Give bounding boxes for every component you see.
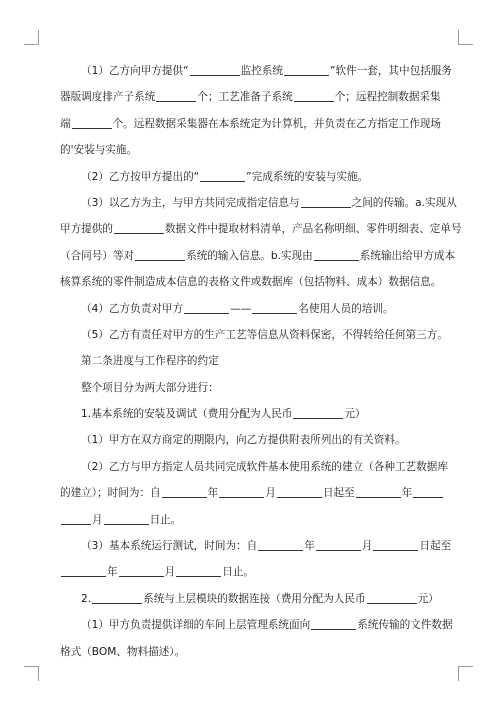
text: 端: [60, 117, 71, 130]
blank-field[interactable]: [367, 592, 417, 604]
section-1-item-1: [60, 427, 444, 453]
blank-field[interactable]: [184, 302, 229, 314]
text: （3）以乙方为主，与甲方共同完成指定信息与: [81, 196, 300, 209]
clause-5: [60, 322, 448, 348]
blank-field[interactable]: [190, 64, 240, 76]
contract-body: [60, 58, 462, 665]
text: 年: [207, 487, 219, 500]
text: 月: [92, 513, 103, 526]
clause-3-line-3: [60, 243, 456, 269]
text: ——: [230, 302, 252, 315]
text: ”完成系统的安装与实施。: [246, 170, 369, 183]
text: 的'安装与实施。: [60, 144, 138, 157]
blank-field[interactable]: [219, 486, 264, 498]
blank-field[interactable]: [104, 513, 149, 525]
section-1-item-2-line-1: [60, 454, 448, 480]
clause-3-line-1: [60, 190, 457, 216]
blank-field[interactable]: [356, 486, 401, 498]
blank-field[interactable]: [162, 486, 207, 498]
text: 器版调度排产子系统: [60, 91, 156, 104]
text: 个；远程控制数据采集: [334, 91, 441, 104]
blank-field[interactable]: [135, 249, 185, 261]
blank-field[interactable]: [176, 565, 221, 577]
text: （1）乙方向甲方提供“: [81, 65, 189, 77]
text: 系统传输的文件数据: [357, 619, 453, 632]
project-intro: [60, 375, 444, 401]
crop-mark-top-right: [458, 30, 473, 45]
text: 1.基本系统的安装及调试（费用分配为人民币: [81, 408, 293, 421]
blank-field[interactable]: [114, 222, 164, 234]
text: 名使用人员的培训。: [298, 302, 394, 315]
text: 年: [107, 566, 118, 579]
text: 个。远程数据采集器在本系统定为计算机，并负责在乙方指定工作现场: [112, 117, 441, 130]
text: 个；工艺准备子系统: [197, 91, 293, 104]
text: 第二条进度与工作程序的约定: [81, 355, 219, 368]
clause-3-line-2: [60, 216, 462, 242]
text: 月: [361, 540, 373, 553]
crop-mark-bottom-left: [24, 666, 39, 681]
text: 数据文件中提取材料清单，产品名称明细、零件明细表、定单号: [164, 223, 462, 236]
text: （1）甲方在双方商定的期限内，向乙方提供附表所列出的有关资料。: [81, 434, 406, 447]
crop-mark-top-left: [24, 30, 39, 45]
blank-field[interactable]: [277, 486, 322, 498]
text: ”软件一套，其中包括服务: [329, 65, 452, 77]
text: 年: [401, 487, 413, 500]
clause-4: [60, 296, 444, 322]
text: 甲方提供的: [60, 223, 113, 236]
blank-field[interactable]: [156, 90, 196, 102]
text: 核算系统的零件制造成本信息的表格文件或数据库（包括物料、成本）数据信息。: [60, 276, 442, 289]
text: 元）: [344, 408, 366, 421]
text: 2.: [81, 592, 92, 605]
blank-field[interactable]: [258, 539, 303, 551]
section-1-item-3-line-2: [60, 559, 444, 585]
text: 月: [164, 566, 176, 579]
blank-field[interactable]: [373, 539, 418, 551]
clause-1-line-2: [60, 84, 444, 110]
section-1-item-2-line-3: [60, 507, 444, 533]
section-1-item-2-line-2: [60, 480, 444, 506]
blank-field[interactable]: [311, 618, 356, 630]
text: 的建立）；时间为：自: [60, 487, 161, 500]
text: 格式（BOM、物料描述）。: [60, 645, 186, 658]
text: 系统的输入信息。b.实现由: [186, 249, 313, 262]
clause-1-line-3: [60, 111, 444, 137]
text: 监控系统: [240, 65, 283, 77]
section-1-item-3-line-1: [60, 533, 452, 559]
clause-1-line-1: [60, 58, 452, 84]
text: 整个项目分为两大部分进行：: [81, 381, 219, 394]
section-1-heading: [60, 401, 444, 427]
text: （2）乙方与甲方指定人员共同完成软件基本使用系统的建立（各种工艺数据库: [81, 460, 448, 473]
text: 日起至: [419, 540, 452, 553]
blank-field[interactable]: [72, 117, 112, 129]
blank-field[interactable]: [200, 170, 245, 182]
text: 系统与上层模块的数据连接（费用分配为人民币: [143, 592, 366, 605]
blank-field[interactable]: [413, 486, 443, 498]
blank-field[interactable]: [294, 90, 334, 102]
crop-mark-bottom-right: [458, 666, 473, 681]
blank-field[interactable]: [61, 565, 106, 577]
text: （4）乙方负责对甲方: [81, 302, 184, 315]
blank-field[interactable]: [314, 249, 359, 261]
text: （3）基本系统运行测试，时间为：自: [81, 540, 258, 553]
text: 日止。: [222, 566, 254, 579]
blank-field[interactable]: [284, 64, 329, 76]
blank-field[interactable]: [293, 407, 343, 419]
text: （1）甲方负责提供详细的车间上层管理系统面向: [81, 619, 311, 632]
blank-field[interactable]: [119, 565, 164, 577]
text: 元）: [417, 592, 439, 605]
clause-3-line-4: [60, 269, 444, 295]
clause-2: [60, 164, 444, 190]
text: 系统输出给甲方成本: [359, 249, 456, 262]
text: （5）乙方有责任对甲方的生产工艺等信息从资料保密，不得转给任何第三方。: [81, 328, 448, 341]
text: 月: [265, 487, 276, 500]
section-2-item-1-line-1: [60, 612, 453, 638]
clause-1-line-4: [60, 137, 444, 163]
blank-field[interactable]: [92, 592, 142, 604]
section-2-heading: [60, 586, 444, 612]
blank-field[interactable]: [316, 539, 361, 551]
section-2-item-1-line-2: [60, 639, 444, 665]
text: 日起至: [322, 487, 355, 500]
text: 之间的传输。a.实现从: [351, 196, 457, 209]
blank-field[interactable]: [301, 196, 351, 208]
text: （合同号）等对: [60, 249, 135, 262]
blank-field[interactable]: [252, 302, 297, 314]
article-2-heading: [60, 348, 444, 374]
blank-field[interactable]: [61, 513, 91, 525]
text: 日止。: [149, 513, 182, 526]
text: （2）乙方按甲方提出的“: [81, 170, 200, 183]
text: 年: [304, 540, 315, 553]
